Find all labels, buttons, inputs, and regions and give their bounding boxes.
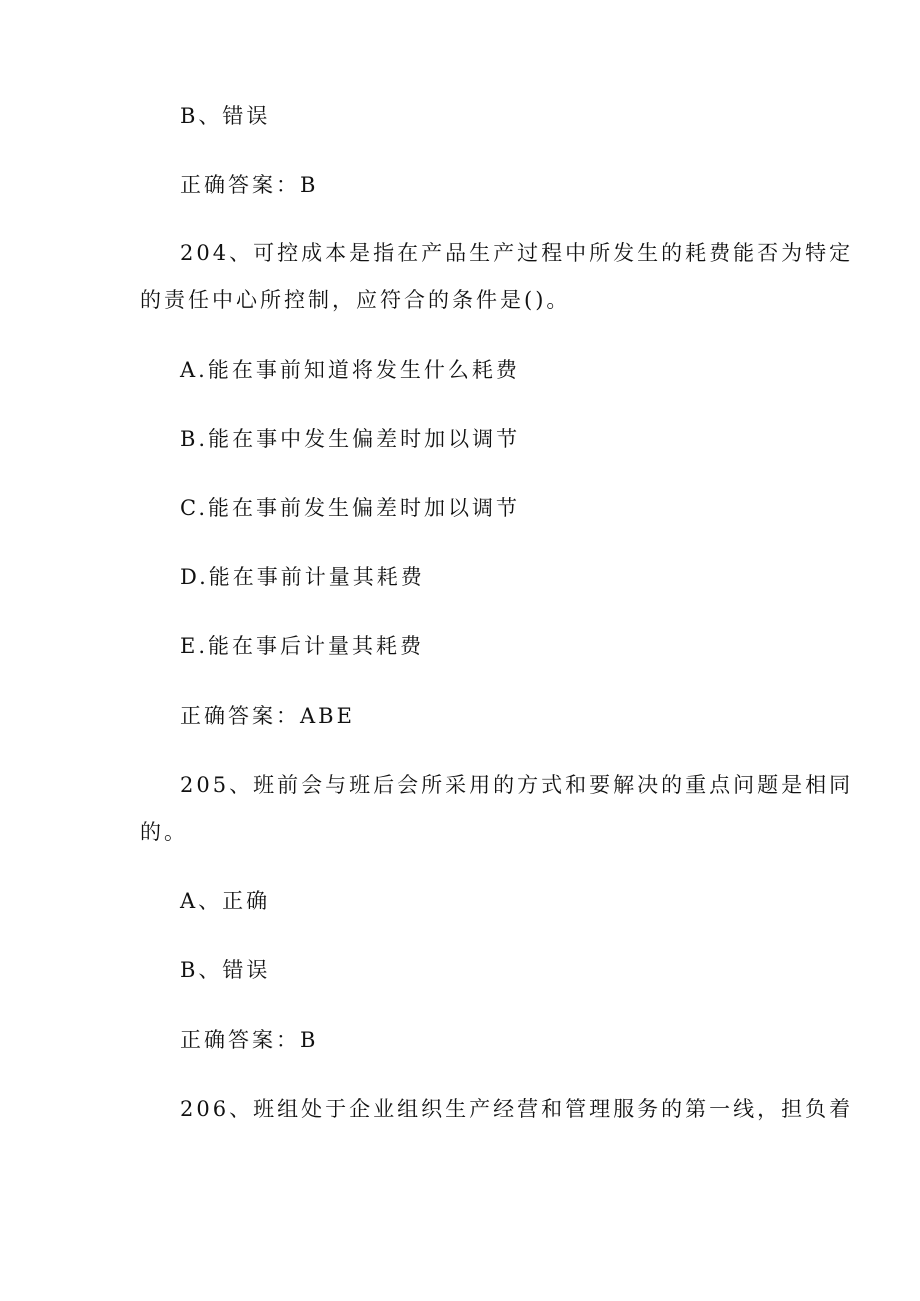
- q205-stem-line1: 205、班前会与班后会所采用的方式和要解决的重点问题是相同: [180, 773, 854, 797]
- q204-option-d: D.能在事前计量其耗费: [180, 565, 425, 589]
- q203-answer: 正确答案：B: [180, 173, 319, 197]
- q205-stem-line2: 的。: [140, 820, 188, 844]
- q204-option-b: B.能在事中发生偏差时加以调节: [180, 427, 521, 451]
- q204-option-e: E.能在事后计量其耗费: [180, 634, 425, 658]
- q203-option-b: B、错误: [180, 104, 271, 128]
- q205-option-a: A、正确: [180, 889, 271, 913]
- q205-answer: 正确答案：B: [180, 1028, 319, 1052]
- q204-stem-line1: 204、可控成本是指在产品生产过程中所发生的耗费能否为特定: [180, 241, 854, 265]
- q204-option-c: C.能在事前发生偏差时加以调节: [180, 496, 520, 520]
- q205-option-b: B、错误: [180, 958, 271, 982]
- q204-stem-line2: 的责任中心所控制，应符合的条件是()。: [140, 288, 571, 312]
- q204-answer: 正确答案：ABE: [180, 704, 355, 728]
- q206-stem-line1: 206、班组处于企业组织生产经营和管理服务的第一线，担负着: [180, 1097, 854, 1121]
- q204-option-a: A.能在事前知道将发生什么耗费: [180, 358, 520, 382]
